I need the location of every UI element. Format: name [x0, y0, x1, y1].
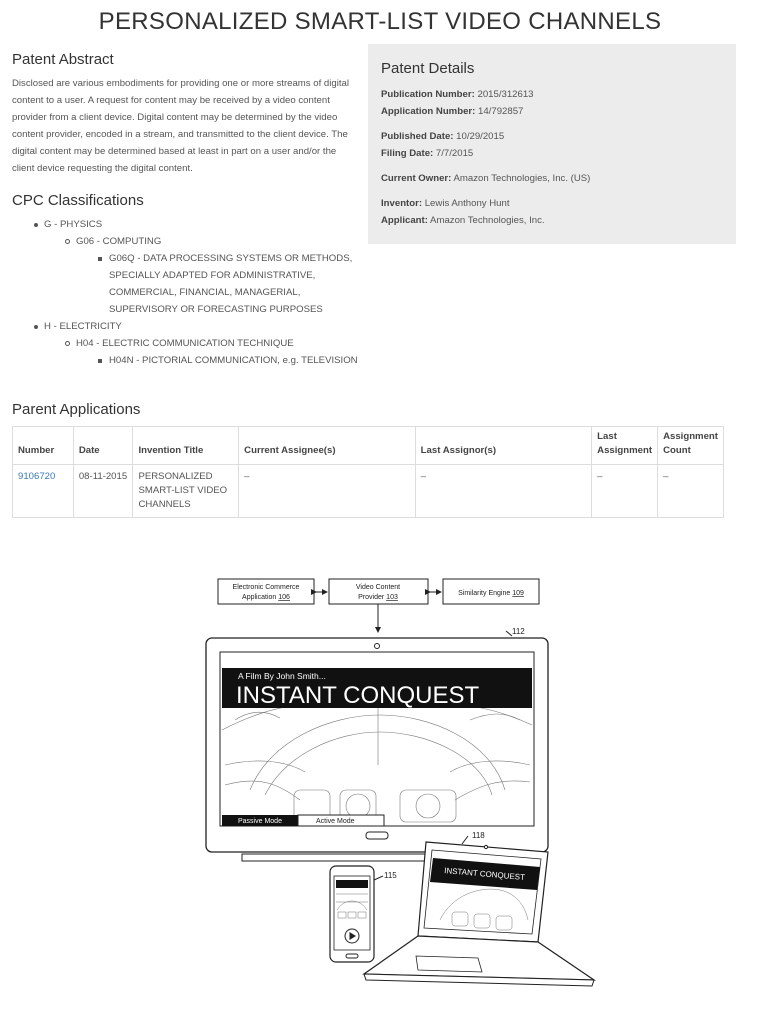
svg-text:INSTANT CONQUEST: INSTANT CONQUEST: [236, 682, 480, 709]
parent-assignment-count: –: [658, 465, 724, 518]
applicant: Amazon Technologies, Inc.: [430, 215, 545, 226]
bullet-icon: [34, 325, 38, 329]
column-header-last-assignor: Last Assignor(s): [415, 427, 591, 465]
published-date: 10/29/2015: [456, 131, 505, 142]
box-similarity-engine: [443, 579, 539, 604]
publication-number-row: Publication Number: 2015/312613: [381, 89, 534, 100]
current-owner-row: Current Owner: Amazon Technologies, Inc. (US): [381, 173, 591, 184]
current-owner: Amazon Technologies, Inc. (US): [453, 173, 591, 184]
filing-date: 7/7/2015: [435, 148, 474, 159]
filing-date-row: Filing Date: 7/7/2015: [381, 148, 474, 159]
bullet-icon: [65, 341, 70, 346]
column-header-date: Date: [73, 427, 133, 465]
svg-text:Application 106: Application 106: [242, 594, 290, 601]
svg-text:Provider 103: Provider 103: [358, 594, 398, 601]
cpc-item: G06 - COMPUTING: [12, 233, 358, 250]
abstract-text: Disclosed are various embodiments for providing one or more streams of digital content to a user. A request for content may be received by a video content provider from a client device. Digital content may be determined by the video content provider, encoded in a stream, and transmitted to the client device. The digital content may be determined based at least in part on a user and/or the client device requesting the digital content.: [12, 78, 349, 174]
parent-applications-table: [12, 426, 724, 518]
bullet-icon: [98, 257, 102, 261]
power-button-icon: [366, 832, 388, 839]
cpc-item: H04N - PICTORIAL COMMUNICATION, e.g. TELEVISION: [12, 352, 358, 369]
camera-icon: [375, 644, 380, 649]
parent-last-assignment: –: [592, 465, 658, 518]
svg-text:A Film By John Smith...: A Film By John Smith...: [238, 671, 326, 681]
bullet-icon: [34, 223, 38, 227]
column-header-title: Invention Title: [133, 427, 239, 465]
detail-group-owner: [381, 170, 723, 187]
applicant-row: Applicant: Amazon Technologies, Inc.: [381, 215, 545, 226]
svg-text:Active Mode: Active Mode: [316, 818, 355, 825]
application-number-row: Application Number: 14/792857: [381, 106, 524, 117]
svg-text:Passive Mode: Passive Mode: [238, 818, 282, 825]
column-header-last-assignment: Last Assignment: [592, 427, 658, 465]
detail-group-people: [381, 195, 723, 229]
svg-text:115: 115: [384, 871, 397, 880]
parent-current-assignee: –: [239, 465, 416, 518]
box-video-content-provider: [329, 579, 428, 604]
published-date-row: Published Date: 10/29/2015: [381, 131, 505, 142]
svg-text:Similarity Engine 109: Similarity Engine 109: [458, 590, 524, 597]
parent-number-link[interactable]: 9106720: [18, 471, 56, 482]
cpc-item: G06Q - DATA PROCESSING SYSTEMS OR METHODS, SPECIALLY ADAPTED FOR ADMINISTRATIVE, COMMERCIAL, FINANCIAL, MANAGERIAL, SUPERVISORY OR FORECASTING PURPOSES: [12, 250, 358, 318]
cpc-heading: CPC Classifications: [12, 192, 144, 209]
parent-last-assignor: –: [415, 465, 591, 518]
column-header-number: Number: [13, 427, 74, 465]
bullet-icon: [65, 239, 70, 244]
details-heading: Patent Details: [381, 60, 475, 77]
parent-applications-heading: Parent Applications: [12, 401, 141, 418]
svg-text:112: 112: [512, 627, 525, 636]
cpc-list: [12, 216, 358, 369]
tv-monitor: [206, 627, 548, 861]
cpc-item: H - ELECTRICITY: [12, 318, 358, 335]
abstract-heading: Patent Abstract: [12, 51, 114, 68]
inventor: Lewis Anthony Hunt: [424, 198, 510, 209]
svg-text:118: 118: [472, 831, 485, 840]
page-title: PERSONALIZED SMART-LIST VIDEO CHANNELS: [98, 8, 662, 35]
cpc-item: H04 - ELECTRIC COMMUNICATION TECHNIQUE: [12, 335, 358, 352]
column-header-assignment-count: Assignment Count: [658, 427, 724, 465]
publication-number: 2015/312613: [477, 89, 534, 100]
inventor-row: Inventor: Lewis Anthony Hunt: [381, 198, 510, 209]
box-ecommerce-app: [218, 579, 314, 604]
table-header-row: [13, 427, 724, 465]
patent-details-panel: [368, 44, 736, 244]
cpc-item: G - PHYSICS: [12, 216, 358, 233]
detail-group-dates: [381, 128, 723, 162]
application-number: 14/792857: [478, 106, 524, 117]
detail-group-numbers: [381, 86, 723, 120]
svg-text:INSTANT CONQUEST: INSTANT CONQUEST: [443, 866, 526, 883]
svg-text:Video Content: Video Content: [355, 584, 401, 591]
bullet-icon: [98, 359, 102, 363]
mobile-phone: [330, 866, 397, 962]
patent-figure: [0, 560, 760, 1000]
parent-date: 08-11-2015: [73, 465, 133, 518]
column-header-current-assignee: Current Assignee(s): [239, 427, 416, 465]
svg-text:Electronic Commerce: Electronic Commerce: [232, 584, 300, 591]
table-row: [13, 465, 724, 518]
parent-title: PERSONALIZED SMART-LIST VIDEO CHANNELS: [133, 465, 239, 518]
